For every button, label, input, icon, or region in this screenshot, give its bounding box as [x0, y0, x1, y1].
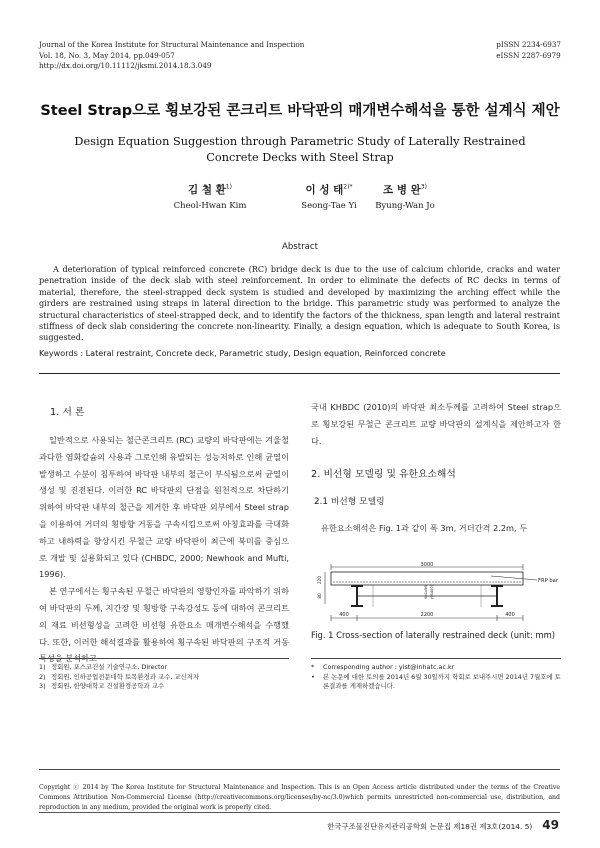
page-number: 49 [542, 818, 559, 832]
footnote: 1) 정회원, 포스코건설 기술연구소, Director [39, 663, 168, 671]
author-name-ko: 조 병 완 [383, 184, 421, 196]
section-2-body [311, 520, 561, 537]
subsection-2-1-heading: 2.1 비선형 모델링 [314, 497, 385, 507]
abstract-text: A deterioration of typical reinforced concrete (RC) bridge deck is due to the use of calcium chloride, cracks and water penetration inside of the deck slab with steel reinforcement. In order to eliminate the defects of RC decks in terms of material, therefore, the steel-strapped deck system is studied and developed by maximizing the arching effect while the girders are restrained using straps in lateral direction to the bridge. This parametric study was performed to analyze the structural characteristics of steel-strapped deck, and to identify the factors of the thickness, span length and lateral restraint stiffness of deck slab considering the concrete non-linearity. Finally, a design equation, which is adequate to South Korea, is suggested. [39, 264, 560, 343]
section-2-heading: 2. 비선형 모델링 및 유한요소해석 [311, 469, 456, 480]
journal-volume: Vol. 18, No. 3, May 2014, pp.049-057 [39, 50, 175, 60]
deck-slab [331, 572, 523, 585]
section-1-heading: 1. 서 론 [50, 407, 85, 418]
author-name-ko: 이 성 태 [305, 184, 344, 196]
figure-1-diagram [311, 560, 573, 626]
figure-1-caption: Fig. 1 Cross-section of laterally restrained deck (unit: mm) [311, 630, 555, 640]
paragraph: 본 연구에서는 횡구속된 무철근 바닥판의 영향인자를 파악하기 위하여 바닥판의 두께, 지간장 및 횡방향 구속강성도 등에 대하여 콘크리트의 재료 비선형성을 고려한 비선형 유한요소 매개변수해석을 수행했다. 또한, 이러한 해석결과를 활용하여 횡구속된 바닥판의 구조적 거동특성을 분석하고 [39, 586, 289, 664]
footnote: * Corresponding author : yist@inhatc.ac.kr [311, 663, 455, 671]
strap-label: 6x1x56 [424, 585, 428, 599]
author-name-en: Cheol-Hwan Kim [173, 201, 247, 211]
footnote: 3) 정회원, 한양대학교 건설환경공학과 교수 [39, 682, 165, 691]
abstract-heading: Abstract [281, 242, 319, 252]
footnote: 2) 정회원, 인하공업전문대학 토목환경과 교수, 교신저자 [39, 672, 200, 681]
paragraph: 일반적으로 사용되는 철근콘크리트 (RC) 교량의 바닥판에는 겨울철 과다한 염화칼슘의 사용과 그로인해 유발되는 성능저하로 인해 균열이 발생하고 수분이 침투하여 바닥판 내부의 철근이 부식됨으로써 균열이 생성 및 진전된다. 이러한 RC 바닥판의 단점을 원천적으로 차단하기 위하여 바닥판 내부의 철근을 제거한 후 바닥판 외부에서 Steel strap을 이용하여 거더의 횡방향 거동을 구속시킴으로써 아칭효과를 극대화하고 내하력을 향상시킨 무철근 교량 바닥판이 최근에 북미를 중심으로 개발 및 실용화되고 있다 (CHBDC, 2000; Newhook and Mufti, 1996). [39, 435, 289, 580]
corresponding-email[interactable]: Corresponding author : yist@inhatc.ac.kr [323, 663, 455, 671]
footnote: • 본 논문에 대한 토의를 2014년 6월 30일까지 학회로 보내주시면 2014년 7월호에 토론결과를 게재하겠습니다. [311, 672, 561, 691]
author-affil-mark: 1) [225, 183, 232, 191]
pissn: pISSN 2234-6937 [496, 40, 561, 49]
author-name-ko: 김 철 환 [188, 184, 226, 196]
journal-name: Journal of the Korea Institute for Structural Maintenance and Inspection [39, 40, 305, 49]
footer-divider [39, 812, 560, 813]
copyright-divider [39, 769, 560, 770]
author-name-en: Seong-Tae Yi [301, 201, 357, 211]
author-3 [330, 182, 480, 211]
dim-label-left-2: 80 [317, 593, 322, 599]
eissn: eISSN 2287-6979 [496, 50, 561, 60]
title-english: Design Equation Suggestion through Parametric Study of Laterally Restrained Concrete Decks with Steel Strap [74, 135, 526, 164]
page-footer [327, 818, 559, 832]
journal-header [39, 40, 304, 72]
author-name-en: Byung-Wan Jo [375, 201, 435, 211]
footnotes-correspondence [311, 663, 561, 692]
footer-journal: 한국구조물진단유지관리공학회 논문집 제18권 제3호(2014. 5) [327, 822, 533, 831]
issn-block [496, 40, 561, 61]
keywords: Keywords : Lateral restraint, Concrete deck, Parametric study, Design equation, Reinforced concrete [39, 348, 446, 358]
frp-bar-label: FRP bar [538, 578, 558, 584]
paragraph: 유한요소해석은 Fig. 1과 같이 폭 3m, 거더간격 2.2m, 두 [321, 523, 528, 533]
journal-doi[interactable]: http://dx.doi.org/10.11112/jksmi.2014.18.3.049 [39, 61, 212, 71]
dim-label-bottom-left: 400 [339, 612, 349, 618]
dim-label-left-1: 220 [317, 576, 322, 584]
dim-label-bottom-right: 400 [505, 612, 515, 618]
dim-label-top: 3000 [420, 562, 434, 568]
dim-label-bottom-mid: 2200 [420, 612, 434, 618]
section-1-body [39, 432, 289, 667]
footnote-divider-right [311, 658, 561, 659]
title-korean: Steel Strap으로 횡보강된 콘크리트 바닥판의 매개변수해석을 통한 설계식 제안 [40, 103, 560, 119]
author-affil-mark: 2)* [343, 183, 353, 191]
footnote-divider-left [39, 658, 289, 659]
strap-material-label: (SS400) [430, 584, 434, 600]
author-affil-mark: 3) [420, 183, 427, 191]
paragraph: 국내 KHBDC (2010)의 바닥판 최소두께를 고려하여 Steel strap으로 횡보강된 무철근 콘크리트 교량 바닥판의 설계식을 제안하고자 한다. [311, 402, 561, 446]
copyright-notice: Copyright ⓒ 2014 by The Korea Institute for Structural Maintenance and Inspection. This is an Open Access article distributed under the terms of the Creative Commons Attribution Non-Commercial License (http://creativecommons.org/licenses/by-nc/3.0)which permits unrestricted non-commercial use, distribution, and reproduction in any medium, provided the original work is properly cited. [39, 784, 560, 811]
footnotes-affiliations [39, 663, 299, 692]
section-1-continued [311, 399, 561, 449]
keywords-divider [39, 373, 560, 374]
